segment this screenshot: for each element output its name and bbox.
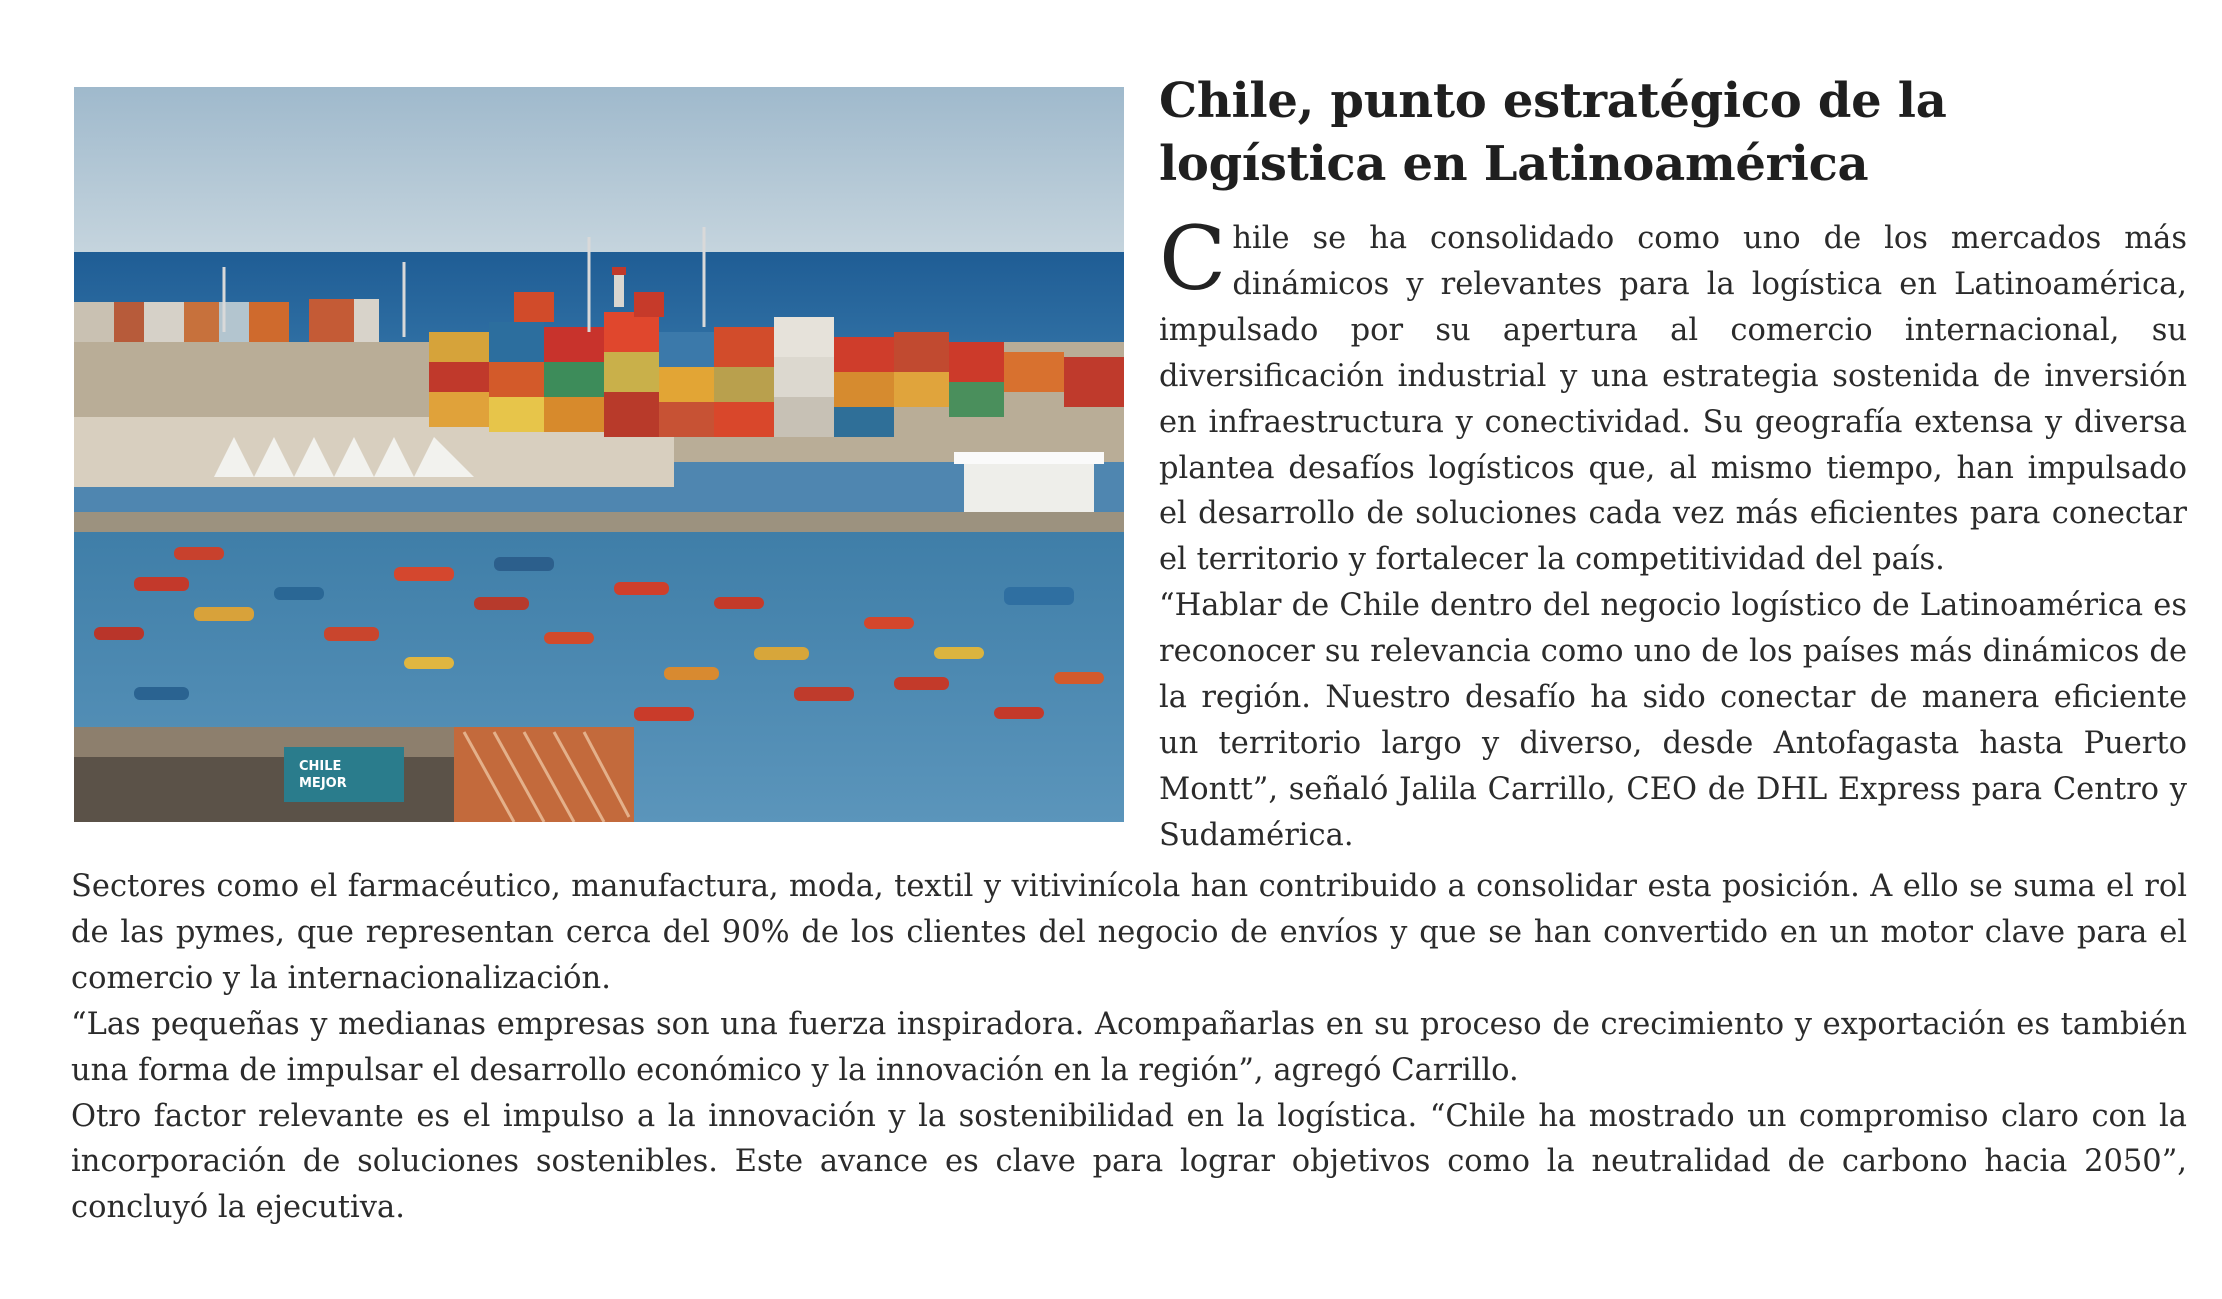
quote-paragraph-2: “Las pequeñas y medianas empresas son una fuerza inspiradora. Acompañarlas en su proceso de crecimiento y exportación es también una forma de impulsar el desarrollo económico y la innovación en la región”, agregó Carrillo. — [71, 1006, 2187, 1088]
article-title: Chile, punto estratégico de la logística en Latinoamérica — [1159, 73, 1947, 192]
port-harbor-image — [74, 87, 1124, 822]
article-bottom-text — [71, 864, 2187, 1231]
intro-paragraph — [1159, 207, 2187, 583]
photo-sign-text-2: MEJOR — [299, 776, 347, 791]
article-right-column — [1159, 70, 2187, 859]
photo-sign-text: CHILE — [299, 759, 342, 774]
paragraph-sectors: Sectores como el farmacéutico, manufactura, moda, textil y vitivinícola han contribuido a consolidar esta posición. A ello se suma el rol de las pymes, que representan cerca del 90% de los clientes del negocio de envíos y que se han convertido en un motor clave para el comercio y la internacionalización. — [71, 869, 2187, 996]
intro-text: hile se ha consolidado como uno de los mercados más dinámicos y relevantes para la logística en Latinoamérica, impulsado por su apertura al comercio internacional, su diversificación industrial y una estrategia sostenida de inversión en infraestructura y conectividad. Su geografía extensa y diversa plantea desafíos logísticos que, al mismo tiempo, han impulsado el desarrollo de soluciones cada vez más eficientes para conectar el territorio y fortalecer la competitividad del país. — [1159, 221, 2187, 578]
paragraph-closing: Otro factor relevante es el impulso a la innovación y la sostenibilidad en la logística. “Chile ha mostrado un compromiso claro con la incorporación de soluciones sostenibles. Este avance es clave para lograr objetivos como la neutralidad de carbono hacia 2050”, concluyó la ejecutiva. — [71, 1098, 2187, 1226]
quote-paragraph-1: “Hablar de Chile dentro del negocio logístico de Latinoamérica es reconocer su relevancia como uno de los países más dinámicos de la región. Nuestro desafío ha sido conectar de manera eficiente un territorio largo y diverso, desde Antofagasta hasta Puerto Montt”, señaló Jalila Carrillo, CEO de DHL Express para Centro y Sudamérica. — [1159, 588, 2187, 853]
drop-cap: C — [1159, 207, 1227, 310]
port-photo — [74, 87, 1124, 822]
